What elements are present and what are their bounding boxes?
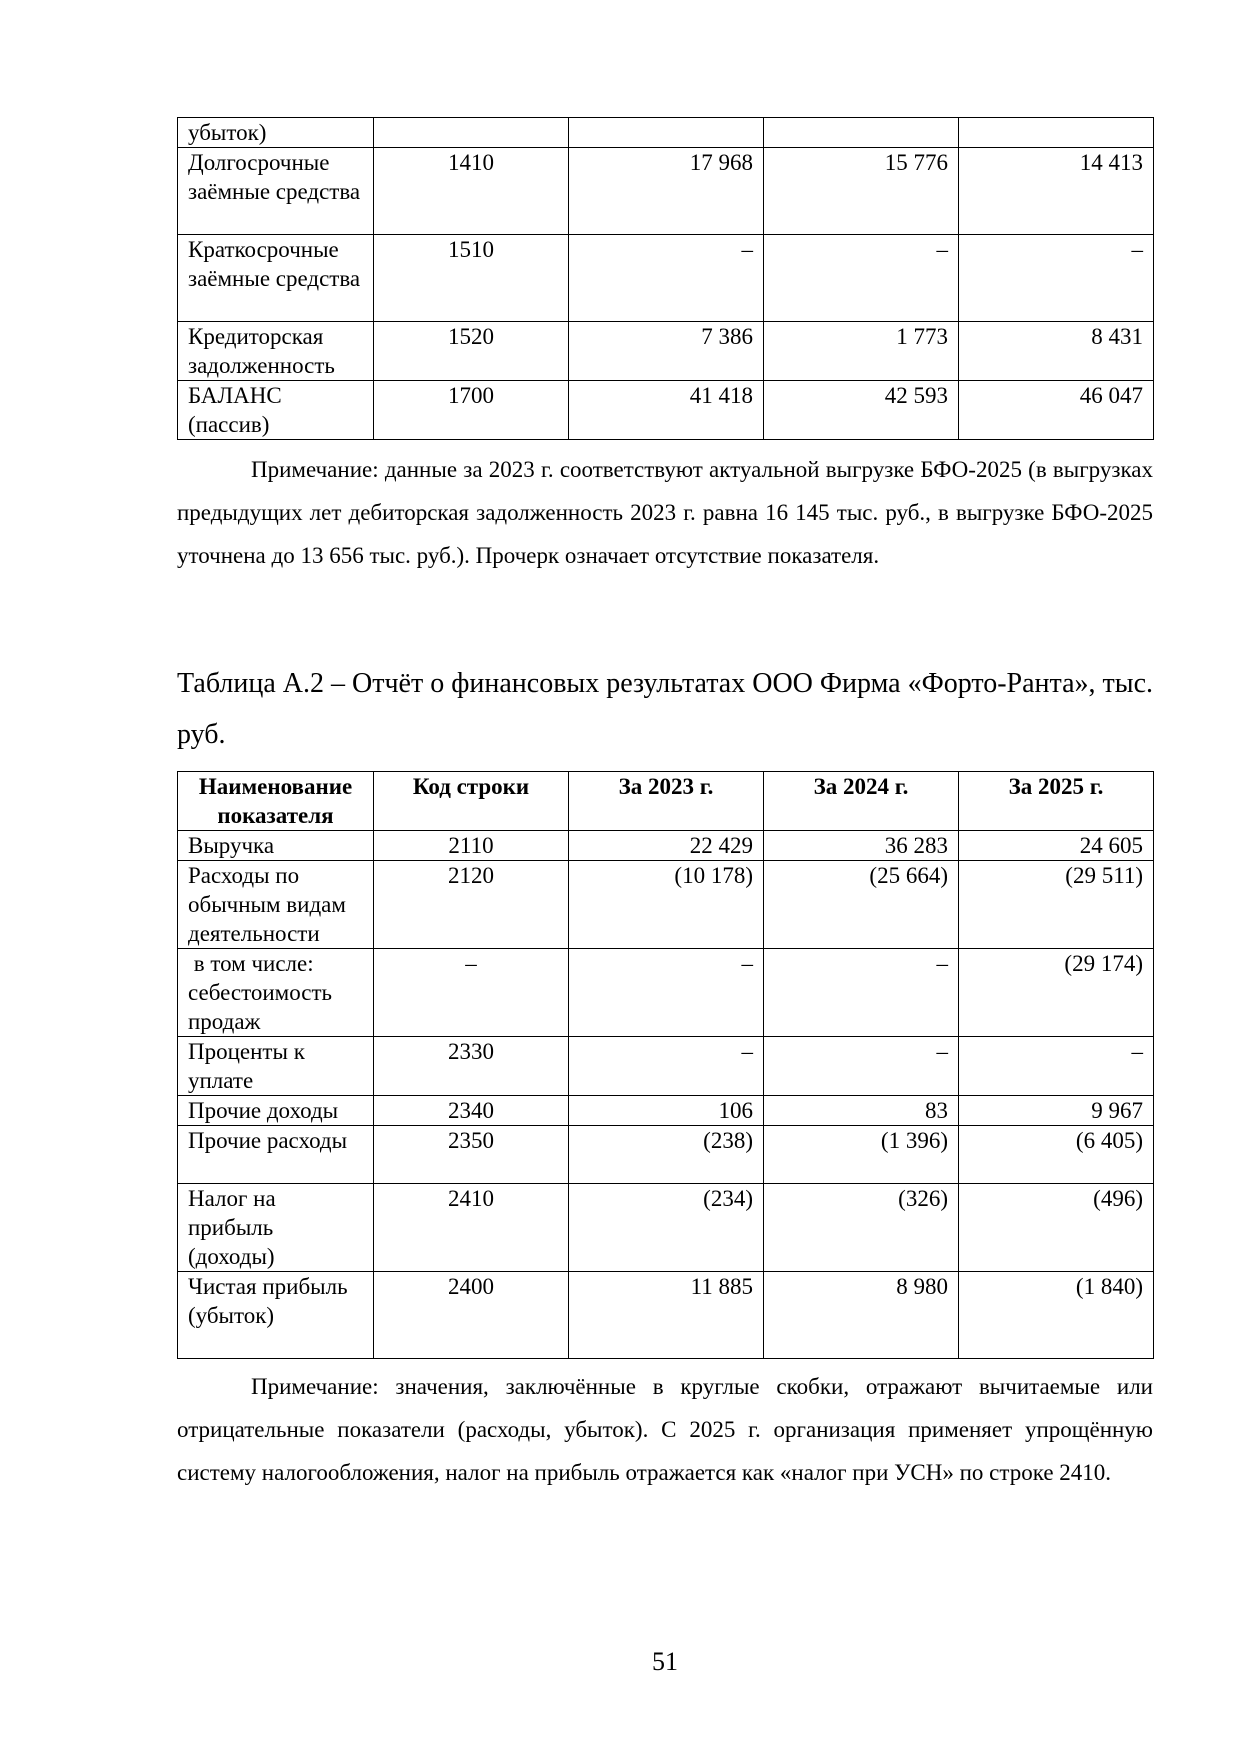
value-2025: (29 511) <box>959 861 1154 949</box>
value-2023: – <box>569 949 764 1037</box>
page-number: 51 <box>652 1647 678 1676</box>
row-name: Кредиторская задолженность <box>178 322 374 381</box>
table-row <box>178 381 1154 440</box>
value-2023: 11 885 <box>569 1272 764 1359</box>
value-2024: (25 664) <box>764 861 959 949</box>
value-2023: 22 429 <box>569 831 764 861</box>
row-code: 2340 <box>374 1096 569 1126</box>
value-2024: 42 593 <box>764 381 959 440</box>
row-code: 2330 <box>374 1037 569 1096</box>
table-row <box>178 322 1154 381</box>
value-2025: (6 405) <box>959 1126 1154 1184</box>
value-2023: 41 418 <box>569 381 764 440</box>
value-2023: 106 <box>569 1096 764 1126</box>
value-2025: – <box>959 1037 1154 1096</box>
value-2025: 46 047 <box>959 381 1154 440</box>
row-code: 1410 <box>374 148 569 235</box>
value-2023: – <box>569 235 764 322</box>
row-code: 2110 <box>374 831 569 861</box>
table-row <box>178 1184 1154 1272</box>
row-code: – <box>374 949 569 1037</box>
table-row <box>178 148 1154 235</box>
table-row <box>178 1126 1154 1184</box>
row-name: в том числе: себестоимость продаж <box>178 949 374 1037</box>
value-2025: 8 431 <box>959 322 1154 381</box>
row-name: Проценты к уплате <box>178 1037 374 1096</box>
value-2024: (1 396) <box>764 1126 959 1184</box>
header-2023: За 2023 г. <box>569 772 764 831</box>
row-name: Прочие расходы <box>178 1126 374 1184</box>
value-2024: 36 283 <box>764 831 959 861</box>
table-header-row <box>178 772 1154 831</box>
row-code: 2400 <box>374 1272 569 1359</box>
row-code: 1700 <box>374 381 569 440</box>
value-2025: 9 967 <box>959 1096 1154 1126</box>
header-name: Наименование показателя <box>178 772 374 831</box>
row-code: 1510 <box>374 235 569 322</box>
table-row <box>178 1096 1154 1126</box>
value-2025: (496) <box>959 1184 1154 1272</box>
value-2024 <box>764 118 959 148</box>
value-2023: (10 178) <box>569 861 764 949</box>
row-name: Прочие доходы <box>178 1096 374 1126</box>
value-2024: – <box>764 1037 959 1096</box>
row-code: 1520 <box>374 322 569 381</box>
value-2025: 14 413 <box>959 148 1154 235</box>
row-name: убыток) <box>178 118 374 148</box>
table-row <box>178 118 1154 148</box>
value-2024: 15 776 <box>764 148 959 235</box>
balance-note: Примечание: данные за 2023 г. соответствуют актуальной выгрузке БФО-2025 (в выгрузках предыдущих лет дебиторская задолженность 2023 г. равна 16 145 тыс. руб., в выгрузке БФО-2025 уточнена до 13 656 тыс. руб.). Прочерк означает отсутствие показателя. <box>177 457 1153 568</box>
row-name: Выручка <box>178 831 374 861</box>
value-2025: – <box>959 235 1154 322</box>
row-name: Краткосрочные заёмные средства <box>178 235 374 322</box>
row-name: Расходы по обычным видам деятельности <box>178 861 374 949</box>
value-2024: 1 773 <box>764 322 959 381</box>
table-row <box>178 949 1154 1037</box>
table-caption: Таблица А.2 – Отчёт о финансовых результатах ООО Фирма «Форто-Ранта», тыс. руб. <box>177 668 1153 750</box>
table-row <box>178 1037 1154 1096</box>
income-statement-note: Примечание: значения, заключённые в круглые скобки, отражают вычитаемые или отрицательные показатели (расходы, убыток). С 2025 г. организация применяет упрощённую систему налогообложения, налог на прибыль отражается как «налог при УСН» по строке 2410. <box>177 1374 1153 1485</box>
header-2024: За 2024 г. <box>764 772 959 831</box>
value-2024: (326) <box>764 1184 959 1272</box>
value-2025: 24 605 <box>959 831 1154 861</box>
value-2023: 17 968 <box>569 148 764 235</box>
row-name: Долгосрочные заёмные средства <box>178 148 374 235</box>
header-2025: За 2025 г. <box>959 772 1154 831</box>
value-2023: 7 386 <box>569 322 764 381</box>
table-row <box>178 831 1154 861</box>
value-2023: – <box>569 1037 764 1096</box>
value-2025 <box>959 118 1154 148</box>
value-2023: (238) <box>569 1126 764 1184</box>
value-2025: (29 174) <box>959 949 1154 1037</box>
value-2024: – <box>764 235 959 322</box>
row-name: БАЛАНС (пассив) <box>178 381 374 440</box>
balance-sheet-table-continued <box>177 117 1154 440</box>
value-2023: (234) <box>569 1184 764 1272</box>
table-row <box>178 861 1154 949</box>
row-code: 2350 <box>374 1126 569 1184</box>
row-name: Налог на прибыль (доходы) <box>178 1184 374 1272</box>
income-statement-table <box>177 771 1154 1359</box>
value-2024: 83 <box>764 1096 959 1126</box>
row-name: Чистая прибыль (убыток) <box>178 1272 374 1359</box>
value-2024: 8 980 <box>764 1272 959 1359</box>
row-code: 2410 <box>374 1184 569 1272</box>
table-row <box>178 235 1154 322</box>
value-2024: – <box>764 949 959 1037</box>
row-code <box>374 118 569 148</box>
table-row <box>178 1272 1154 1359</box>
header-code: Код строки <box>374 772 569 831</box>
row-code: 2120 <box>374 861 569 949</box>
value-2025: (1 840) <box>959 1272 1154 1359</box>
value-2023 <box>569 118 764 148</box>
